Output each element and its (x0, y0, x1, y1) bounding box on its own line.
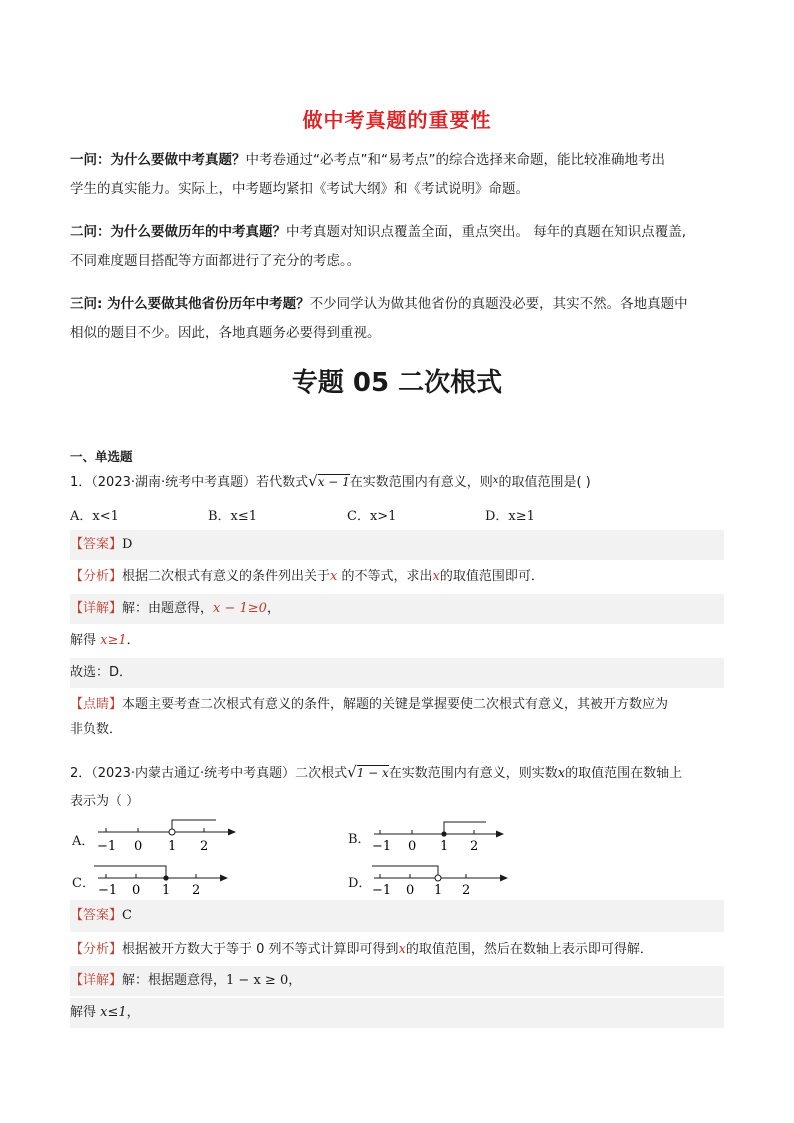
q2-answer-label: 【答案】 (70, 908, 123, 923)
q2-b-tick-0: 0 (408, 839, 417, 854)
q1-radicand: x − 1 (317, 475, 350, 489)
q1-detail-label: 【详解】 (70, 601, 123, 616)
q2-c-tick-2: 2 (192, 883, 201, 898)
q1-answer-label: 【答案】 (70, 537, 123, 552)
section-heading: 一、单选题 (70, 449, 133, 464)
question-1-stem (70, 471, 724, 493)
q2-option-d-label[interactable]: D． (348, 876, 372, 891)
q1-option-b[interactable]: B．x≤1 (208, 509, 258, 524)
q2-b-tick-neg1: −1 (372, 839, 392, 854)
page-title: 做中考真题的重要性 (302, 108, 492, 132)
q1-solve-expr: x≥1 (100, 633, 127, 648)
q2-answer-value: C (122, 908, 132, 923)
q2-stem-a: 2．（2023·内蒙古通辽·统考中考真题）二次根式 (70, 766, 348, 781)
q2-a-tick-1: 1 (168, 839, 177, 854)
q2-b-tick-1: 1 (440, 839, 449, 854)
intro-q2-text: 中考真题对知识点覆盖全面，重点突出。 每年的真题在知识点覆盖, (286, 224, 687, 240)
q1-choose-text: 故选：D． (70, 665, 133, 680)
q1-analysis-label: 【分析】 (70, 569, 123, 584)
q1-analysis-var-2: x (432, 569, 440, 584)
q2-var: x (557, 766, 566, 781)
q2-option-a-number-line[interactable] (94, 812, 244, 854)
q2-detail-expr: 1 − x ≥ 0 (226, 973, 289, 988)
q1-answer (70, 530, 724, 560)
q1-detail-b: ， (266, 601, 280, 616)
intro-q1-heading: 一问：为什么要做中考真题？ (70, 152, 246, 168)
q2-analysis (70, 934, 724, 966)
q2-a-tick-neg1: −1 (97, 839, 117, 854)
q2-d-tick-2: 2 (462, 883, 471, 898)
q1-comment-line-2: 非负数． (70, 722, 123, 737)
q1-stem-a: 1．（2023·湖南·统考中考真题）若代数式 (70, 475, 309, 490)
q2-solve-expr: x≤1 (100, 1005, 127, 1020)
q2-a-tick-2: 2 (200, 839, 209, 854)
q1-detail-a: 解：由题意得， (122, 601, 214, 616)
q2-analysis-a: 根据被开方数大于等于 0 列不等式计算即可得到 (122, 942, 399, 957)
q2-analysis-var: x (398, 942, 406, 957)
intro-paragraph-2 (70, 218, 724, 276)
q2-stem-b: 在实数范围内有意义，则实数 (388, 766, 558, 781)
q1-solve (70, 626, 724, 656)
q2-solve-a: 解得 (70, 1005, 101, 1020)
q2-stem-c: 的取值范围在数轴上 (565, 766, 683, 781)
q1-solve-a: 解得 (70, 633, 101, 648)
q1-option-c[interactable]: C．x>1 (347, 509, 397, 524)
q1-analysis (70, 562, 724, 592)
intro-q1-text: 中考卷通过“必考点”和“易考点”的综合选择来命题，能比较准确地考出 (245, 152, 665, 168)
q2-d-tick-0: 0 (406, 883, 415, 898)
q1-analysis-a: 根据二次根式有意义的条件列出关于 (122, 569, 331, 584)
intro-q2-heading: 二问：为什么要做历年的中考真题？ (70, 224, 286, 240)
intro-paragraph-3 (70, 290, 724, 348)
q2-a-tick-0: 0 (134, 839, 143, 854)
q2-solve-b: ， (126, 1005, 140, 1020)
q1-var: x (492, 475, 499, 486)
q1-analysis-var: x (330, 569, 338, 584)
q1-stem-c: 的取值范围是( ) (498, 475, 591, 490)
question-2-stem (70, 758, 724, 816)
q2-option-b-number-line[interactable] (370, 816, 520, 858)
q2-detail-a: 解：根据题意得， (122, 973, 227, 988)
q2-option-a-label[interactable]: A． (72, 834, 95, 849)
q2-analysis-b: 的取值范围，然后在数轴上表示即可得解． (405, 942, 653, 957)
q1-comment-line-1: 本题主要考查二次根式有意义的条件，解题的关键是掌握要使二次根式有意义，其被开方数应为 (122, 697, 669, 712)
q2-option-d-number-line[interactable] (370, 858, 520, 900)
q2-option-b-label[interactable]: B． (348, 832, 371, 847)
q2-c-tick-0: 0 (132, 883, 141, 898)
q1-answer-value: D (122, 537, 133, 552)
intro-q1-text-2: 学生的真实能力。实际上，中考题均紧扣《考试大纲》和《考试说明》命题。 (70, 181, 529, 197)
q2-radicand: 1 − x (356, 766, 389, 780)
q2-c-tick-1: 1 (162, 883, 171, 898)
intro-q2-text-2: 不同难度题目搭配等方面都进行了充分的考虑。。 (70, 253, 361, 269)
intro-q3-heading: 三问: 为什么要做其他省份历年中考题？ (70, 296, 310, 312)
q2-solve (70, 998, 724, 1028)
q2-detail-b: ， (288, 973, 302, 988)
q1-option-a[interactable]: A．x<1 (70, 509, 119, 524)
q2-d-tick-1: 1 (434, 883, 443, 898)
q2-detail (70, 966, 724, 996)
q1-analysis-c: 的取值范围即可． (439, 569, 544, 584)
q2-d-tick-neg1: −1 (372, 883, 392, 898)
q1-detail (70, 594, 724, 624)
q2-c-tick-neg1: −1 (98, 883, 118, 898)
q2-answer (70, 900, 724, 932)
q1-analysis-b: 的不等式，求出 (337, 569, 433, 584)
topic-heading: 专题 05 二次根式 (291, 368, 503, 398)
q1-radical: √x − 1 (308, 472, 350, 490)
q1-comment-label: 【点睛】 (70, 697, 123, 712)
q2-option-c-number-line[interactable] (94, 858, 244, 900)
q2-option-c-label[interactable]: C． (72, 876, 95, 891)
q2-b-tick-2: 2 (470, 839, 479, 854)
q2-radical: √1 − x (347, 763, 389, 781)
q2-detail-label: 【详解】 (70, 973, 123, 988)
q1-stem-b: 在实数范围内有意义，则 (349, 475, 493, 490)
q1-solve-b: ． (126, 633, 140, 648)
q2-analysis-label: 【分析】 (70, 942, 123, 957)
q2-stem-line-2: 表示为（ ） (70, 794, 140, 809)
q1-choose (70, 658, 724, 688)
q1-comment (70, 690, 724, 746)
intro-q3-text-2: 相似的题目不少。因此，各地真题务必要得到重视。 (70, 325, 381, 341)
q1-detail-expr: x − 1≥0 (213, 601, 267, 616)
q1-option-d[interactable]: D．x≥1 (485, 509, 535, 524)
intro-paragraph-1 (70, 146, 724, 204)
intro-q3-text: 不少同学认为做其他省份的真题没必要，其实不然。各地真题中 (309, 296, 688, 312)
